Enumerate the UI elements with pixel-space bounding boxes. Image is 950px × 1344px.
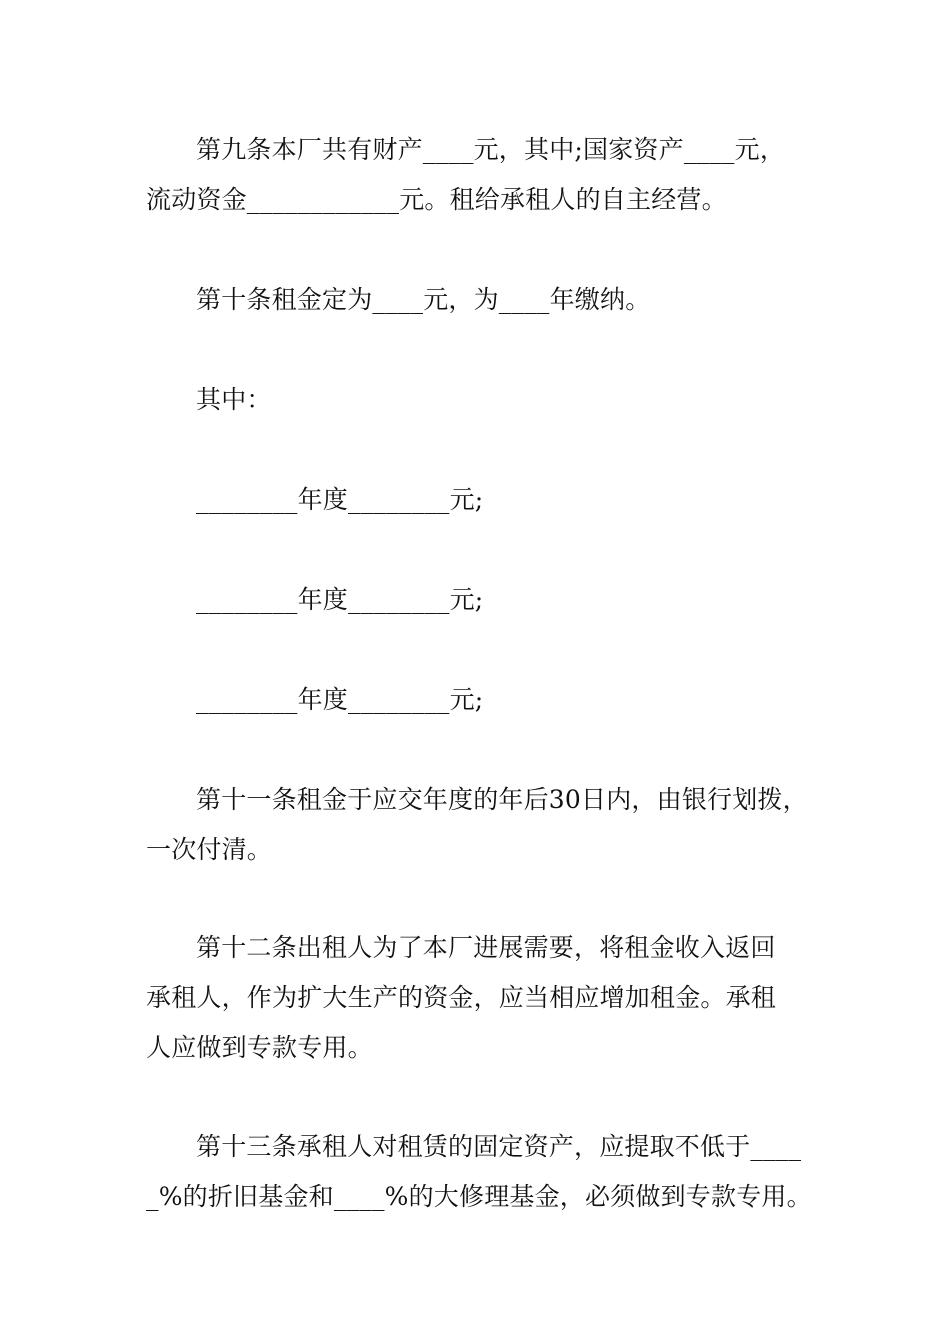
article-11-line-2: 一次付清。 xyxy=(146,835,273,864)
article-12-line-3: 人应做到专款专用。 xyxy=(146,1033,373,1062)
annual-rent-entry-2: ________年度________元; xyxy=(196,585,484,614)
article-12-line-1: 第十二条出租人为了本厂进展需要，将租金收入返回 xyxy=(196,933,776,962)
article-9-line-1: 第九条本厂共有财产____元，其中;国家资产____元， xyxy=(196,135,786,164)
article-10-line: 第十条租金定为____元，为____年缴纳。 xyxy=(196,285,651,314)
annual-rent-entry-1: ________年度________元; xyxy=(196,485,484,514)
article-9-line-2: 流动资金____________元。租给承租人的自主经营。 xyxy=(146,185,727,214)
annual-rent-entry-3: ________年度________元; xyxy=(196,685,484,714)
article-11-line-1: 第十一条租金于应交年度的年后30日内，由银行划拨， xyxy=(196,785,808,814)
article-13-line-1: 第十三条承租人对租赁的固定资产，应提取不低于____ xyxy=(196,1132,802,1161)
article-13-line-2: _%的折旧基金和____%的大修理基金，必须做到专款专用。 xyxy=(146,1182,812,1211)
article-12-line-2: 承租人，作为扩大生产的资金，应当相应增加租金。承租 xyxy=(146,983,777,1012)
article-10-subheading: 其中： xyxy=(196,385,272,414)
